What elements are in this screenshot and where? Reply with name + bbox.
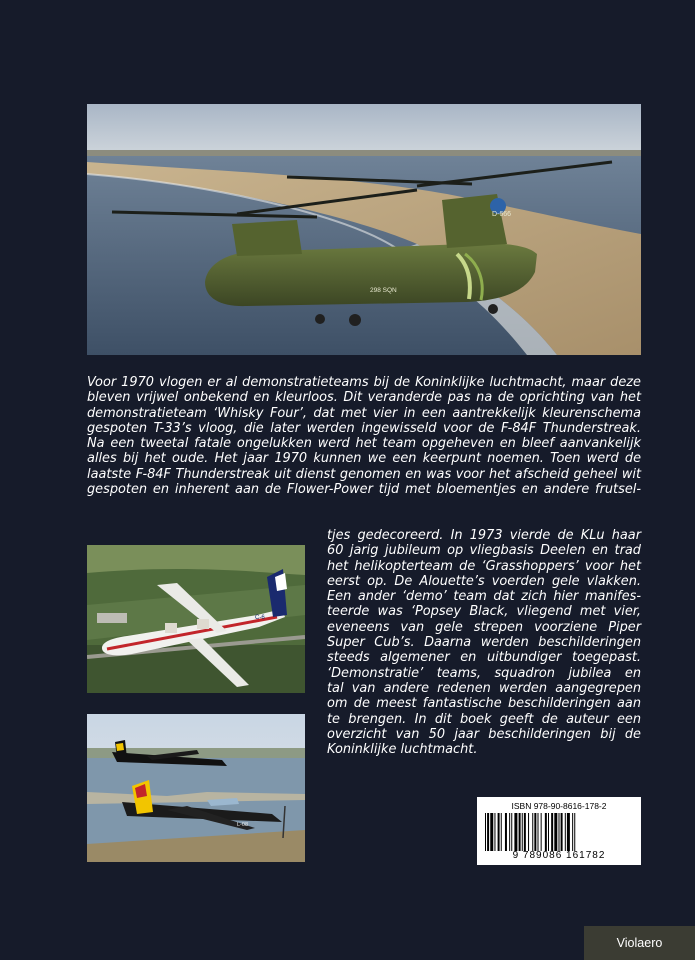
paragraph-line: eerst op. De Alouette’s voerden gele vlakken.	[327, 573, 641, 589]
paragraph-line: gespoten T-33’s vloog, die later werden ingewisseld voor de F-84F Thunderstreak.	[87, 420, 641, 436]
paragraph-line: gespoten en inherent aan de Flower-Power tijd met bloementjes en andere frutsel-	[87, 482, 641, 498]
chinook-squadron-marking: 298 SQN	[370, 287, 397, 294]
paragraph-line: Voor 1970 vlogen er al demonstratieteams bij de Koninklijke luchtmacht, maar deze	[87, 375, 641, 390]
paragraph-line: teerde was ‘Popsey Black, vliegend met vier,	[327, 604, 641, 620]
chinook-image	[87, 104, 641, 355]
paragraph-line: Super Cub’s. Daarna werden beschilderingen	[327, 635, 641, 651]
paragraph-line: laatste F-84F Thunderstreak uit dienst genomen en was voor het afscheid geheel wit	[87, 466, 641, 482]
paragraph-line: Een ander ‘demo’ team dat zich hier manifes-	[327, 589, 641, 605]
chinook-tail-number: D-666	[492, 211, 512, 218]
paragraph-line: tal van andere redenen werden aangegrepen	[327, 680, 641, 696]
pc7-photo	[87, 714, 305, 862]
isbn-number: ISBN 978-90-8616-178-2	[511, 801, 607, 811]
barcode-digits: 9 789086 161782	[512, 850, 606, 861]
paragraph-line: alles bij het oude. Het jaar 1970 kunnen we een keerpunt noemen. Toen werd de	[87, 451, 641, 467]
paragraph-line: demonstratieteam ‘Whisky Four’, dat met vier in een aantrekkelijk kleurenschema	[87, 405, 641, 421]
intro-paragraph	[87, 375, 641, 497]
paragraph-line: steeds algemener en uitbundiger toegepast.	[327, 650, 641, 666]
fokker-image	[87, 545, 305, 693]
paragraph-line: het helikopterteam de ‘Grasshoppers’ voor het	[327, 558, 641, 574]
paragraph-line: bleven vrijwel onbekend en kleurloos. Dit veranderde pas na de oprichting van het	[87, 390, 641, 406]
paragraph-line: tjes gedecoreerd. In 1973 vierde de KLu haar	[327, 528, 641, 543]
publisher-label: Violaero	[584, 926, 695, 960]
paragraph-line: Koninklijke luchtmacht.	[327, 742, 478, 758]
paragraph-line: Na een tweetal fatale ongelukken werd het team opgeheven en bleef aanvankelijk	[87, 436, 641, 452]
pc7-tail-number: L-08	[237, 822, 249, 828]
barcode-icon	[483, 813, 635, 851]
pc7-image	[87, 714, 305, 862]
paragraph-line: te brengen. In dit boek geeft de auteur een	[327, 711, 641, 727]
fokker-tail-number: C-6	[255, 615, 265, 621]
fokker-photo	[87, 545, 305, 693]
continuation-paragraph	[327, 528, 641, 757]
paragraph-line: eveneens van gele strepen voorziene Piper	[327, 619, 641, 635]
isbn-barcode	[477, 797, 641, 865]
chinook-photo	[87, 104, 641, 355]
paragraph-line: om de meest fantastische beschilderingen aan	[327, 696, 641, 712]
paragraph-line: ‘Demonstratie’ teams, squadron jubilea en	[327, 665, 641, 681]
paragraph-line: overzicht van 50 jaar beschilderingen bij de	[327, 726, 641, 742]
paragraph-line: 60 jarig jubileum op vliegbasis Deelen en trad	[327, 543, 641, 559]
